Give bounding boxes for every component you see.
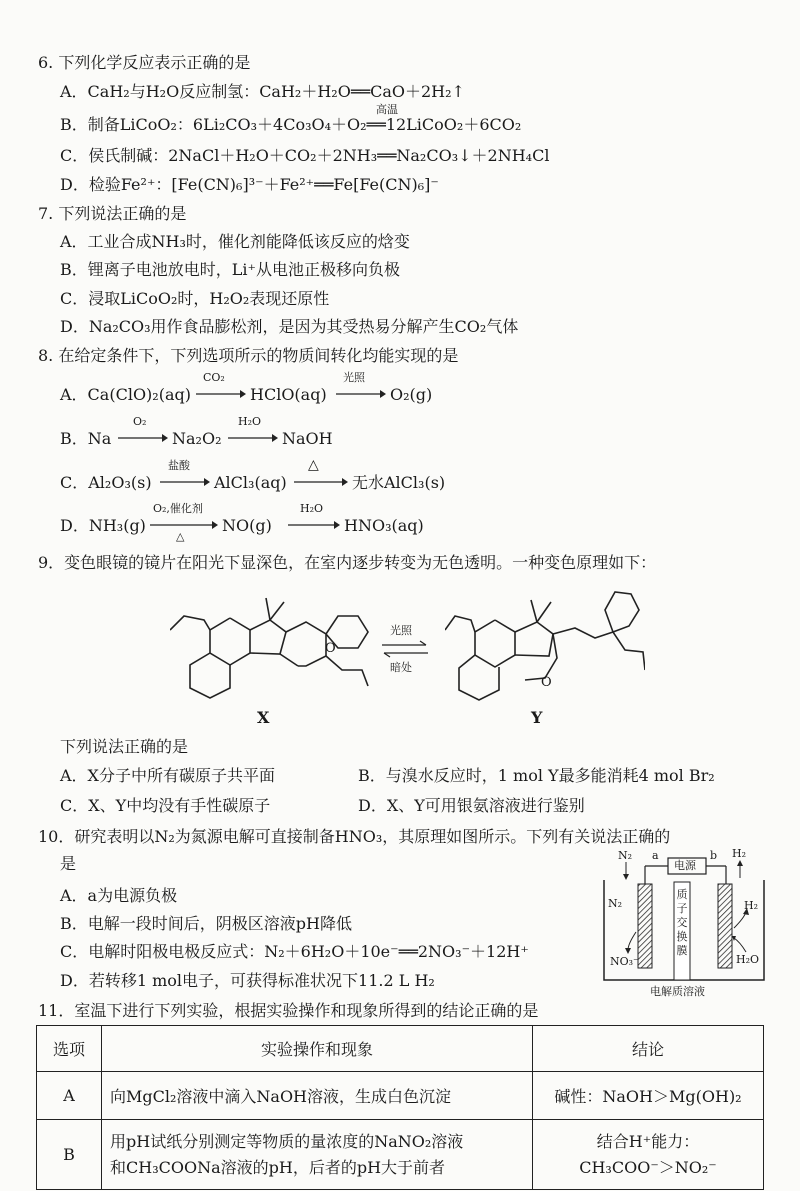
q9-option-a: A．X分子中所有碳原子共平面 <box>60 766 275 785</box>
q8a-arrow1 <box>196 389 246 399</box>
conclusion-line: 结合H⁺能力： <box>596 1131 700 1151</box>
row-option: B <box>37 1120 102 1190</box>
q11-table <box>36 1025 764 1190</box>
q9-option-b: B．与溴水反应时，1 mol Y最多能消耗4 mol Br₂ <box>358 766 715 785</box>
diagram-no3: NO₃⁻ <box>610 955 639 968</box>
membrane-char: 质 <box>676 888 688 901</box>
conclusion-line: CH₃COO⁻＞NO₂⁻ <box>579 1157 717 1177</box>
molecule-x-oxygen: O <box>325 641 336 656</box>
q6-b-condition: 高温 <box>376 103 398 116</box>
membrane-char: 子 <box>676 902 688 915</box>
q8a-cond2: 光照 <box>343 371 365 384</box>
diagram-n2-in: N₂ <box>608 897 623 910</box>
operation-line: 向MgCl₂溶液中滴入NaOH溶液，生成白色沉淀 <box>110 1087 452 1106</box>
diagram-membrane-label <box>676 888 688 958</box>
q7-option-a: A．工业合成NH₃时，催化剂能降低该反应的焓变 <box>60 232 410 251</box>
diagram-h2o: H₂O <box>736 953 760 966</box>
q7-option-c: C．浸取LiCoO₂时，H₂O₂表现还原性 <box>60 289 330 308</box>
diagram-h2-top: H₂ <box>732 847 747 860</box>
diagram-h2-right: H₂ <box>744 899 759 912</box>
q8c-arrow2 <box>294 477 348 487</box>
header-conclusion: 结论 <box>533 1026 764 1072</box>
table-row <box>37 1072 764 1120</box>
q8d-arrow2 <box>288 520 340 530</box>
conclusion-line: 碱性：NaOH＞Mg(OH)₂ <box>554 1087 742 1106</box>
q10-option-a: A．a为电源负极 <box>60 886 178 905</box>
q8b-arrow1 <box>118 433 168 443</box>
q10-stem-line1: 10．研究表明以N₂为氮源电解可直接制备HNO₃，其原理如图所示。下列有关说法正确的 <box>38 827 671 846</box>
label-x: X <box>257 708 270 727</box>
diagram-electrolyte-label: 电解质溶液 <box>650 985 705 998</box>
q6-option-a: A．CaH₂与H₂O反应制氢：CaH₂＋H₂O══CaO＋2H₂↑ <box>60 82 465 101</box>
q8c-arrow1 <box>160 477 210 487</box>
q10-option-d: D．若转移1 mol电子，可获得标准状况下11.2 L H₂ <box>60 971 435 990</box>
q8d-cond1-heat: △ <box>176 530 185 543</box>
q6-option-c: C．侯氏制碱：2NaCl＋H₂O＋CO₂＋2NH₃══Na₂CO₃↓＋2NH₄Cl <box>60 146 550 165</box>
header-option: 选项 <box>37 1026 102 1072</box>
q8b-arrow2 <box>228 433 278 443</box>
q8c-cond2: △ <box>308 457 319 473</box>
table-header-row <box>37 1026 764 1072</box>
row-operation <box>102 1072 533 1120</box>
operation-line: 用pH试纸分别测定等物质的量浓度的NaNO₂溶液 <box>110 1131 464 1151</box>
q9-option-c: C．X、Y中均没有手性碳原子 <box>60 796 271 815</box>
q8a-product: O₂(g) <box>390 385 433 404</box>
diagram-n2-top: N₂ <box>618 849 633 862</box>
q10-stem-line2: 是 <box>60 854 77 873</box>
q8a-middle: HClO(aq) <box>250 385 327 404</box>
q8d-middle: NO(g) <box>222 516 272 535</box>
q7-option-d: D．Na₂CO₃用作食品膨松剂，是因为其受热易分解产生CO₂气体 <box>60 317 519 336</box>
q8d-arrow1 <box>150 520 218 530</box>
q7-stem: 7. 下列说法正确的是 <box>38 204 187 223</box>
q9-option-d: D．X、Y可用银氨溶液进行鉴别 <box>358 796 585 815</box>
q8d-cond2: H₂O <box>300 502 324 515</box>
q6-stem: 6. 下列化学反应表示正确的是 <box>38 53 251 72</box>
q8b-cond1: O₂ <box>133 415 147 428</box>
membrane-char: 膜 <box>676 944 688 957</box>
q6-option-d: D．检验Fe²⁺：[Fe(CN)₆]³⁻＋Fe²⁺══Fe[Fe(CN)₆]⁻ <box>60 175 439 194</box>
molecule-x-structure <box>170 580 370 700</box>
q8c-middle: AlCl₃(aq) <box>214 473 287 492</box>
diagram-power-source: 电源 <box>674 859 696 872</box>
electrolysis-diagram <box>598 847 770 1002</box>
q8b-reactant: B．Na <box>60 429 112 448</box>
q8b-middle: Na₂O₂ <box>172 429 222 448</box>
q9-stem: 9．变色眼镜的镜片在阳光下显深色，在室内逐步转变为无色透明。一种变色原理如下： <box>38 553 657 572</box>
q8-stem: 8. 在给定条件下，下列选项所示的物质间转化均能实现的是 <box>38 346 459 365</box>
table-row <box>37 1120 764 1190</box>
q8a-cond1: CO₂ <box>203 371 225 384</box>
row-operation <box>102 1120 533 1190</box>
membrane-char: 换 <box>676 930 688 943</box>
row-conclusion <box>533 1072 764 1120</box>
q8d-reactant: D．NH₃(g) <box>60 516 146 535</box>
q9-prompt: 下列说法正确的是 <box>60 737 189 756</box>
backward-condition: 暗处 <box>390 661 412 674</box>
q8a-arrow2 <box>336 389 386 399</box>
q11-stem: 11．室温下进行下列实验，根据实验操作和现象所得到的结论正确的是 <box>38 1001 539 1020</box>
row-option: A <box>37 1072 102 1120</box>
q8d-product: HNO₃(aq) <box>344 516 424 535</box>
forward-condition: 光照 <box>390 624 412 637</box>
q10-option-b: B．电解一段时间后，阴极区溶液pH降低 <box>60 914 352 933</box>
q8c-product: 无水AlCl₃(s) <box>352 473 446 492</box>
q8c-reactant: C．Al₂O₃(s) <box>60 473 152 492</box>
q8a-reactant: A．Ca(ClO)₂(aq) <box>60 385 191 404</box>
operation-line: 和CH₃COONa溶液的pH，后者的pH大于前者 <box>110 1157 446 1177</box>
membrane-char: 交 <box>676 916 688 929</box>
diagram-terminal-b: b <box>710 849 718 862</box>
q8b-product: NaOH <box>282 429 333 448</box>
q7-option-b: B．锂离子电池放电时，Li⁺从电池正极移向负极 <box>60 260 400 279</box>
q8b-cond2: H₂O <box>238 415 262 428</box>
molecule-y-oxygen: O <box>541 675 552 690</box>
q6-option-b: B．制备LiCoO₂：6Li₂CO₃＋4Co₃O₄＋O₂══12LiCoO₂＋6CO₂ <box>60 115 522 134</box>
q8d-cond1: O₂,催化剂 <box>153 502 203 515</box>
row-conclusion <box>533 1120 764 1190</box>
label-y: Y <box>531 708 543 727</box>
header-operation: 实验操作和现象 <box>102 1026 533 1072</box>
q10-option-c: C．电解时阳极电极反应式：N₂＋6H₂O＋10e⁻══2NO₃⁻＋12H⁺ <box>60 942 529 961</box>
diagram-terminal-a: a <box>652 849 659 862</box>
q8c-cond1: 盐酸 <box>168 459 190 472</box>
equilibrium-arrows <box>380 640 430 660</box>
